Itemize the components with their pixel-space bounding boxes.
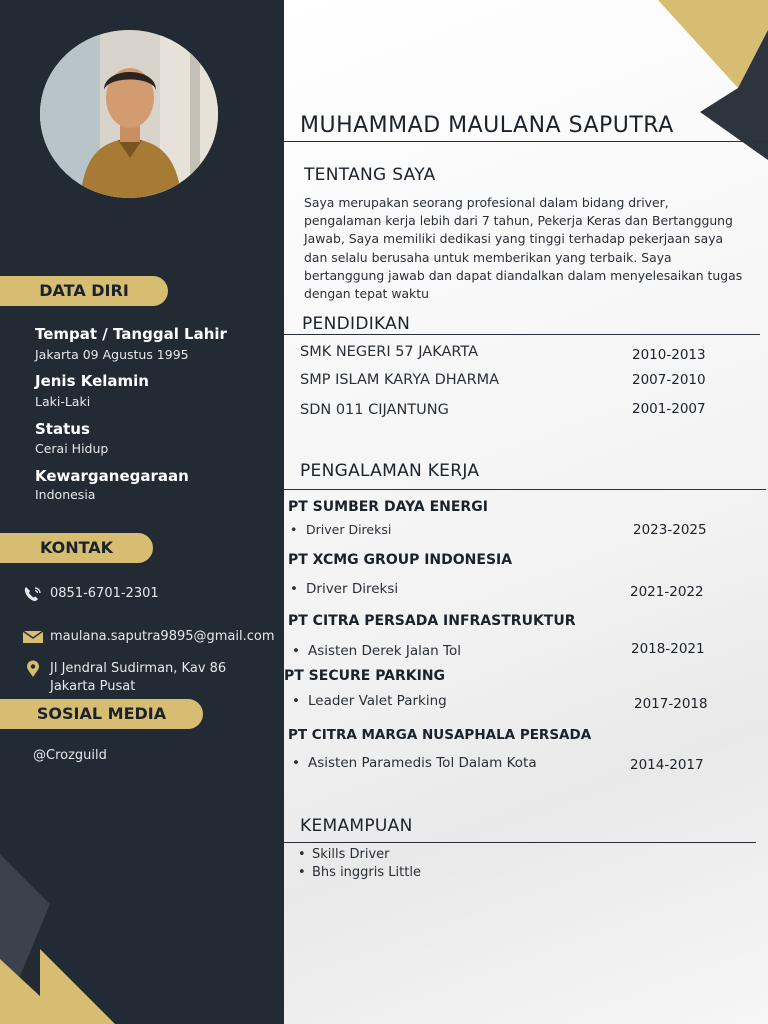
company-5: PT CITRA MARGA NUSAPHALA PERSADA (288, 727, 592, 743)
birth-value: Jakarta 09 Agustus 1995 (35, 347, 189, 362)
full-name: MUHAMMAD MAULANA SAPUTRA (300, 113, 674, 138)
kontak-heading-pill (0, 533, 153, 563)
gender-value: Laki-Laki (35, 394, 91, 409)
skill-1: • Skills Driver (298, 847, 390, 862)
company-1: PT SUMBER DAYA ENERGI (288, 499, 488, 515)
nationality-value: Indonesia (35, 487, 96, 502)
mail-icon (22, 628, 44, 646)
sosial-media-heading: SOSIAL MEDIA (36, 704, 167, 723)
skills-divider (284, 842, 756, 843)
skills-heading: KEMAMPUAN (300, 816, 413, 836)
kontak-heading: KONTAK (39, 538, 114, 557)
company-3: PT CITRA PERSADA INFRASTRUKTUR (288, 613, 576, 629)
school-2-years: 2007-2010 (632, 372, 706, 388)
email-row[interactable] (22, 628, 275, 646)
role-2-years: 2021-2022 (630, 584, 704, 600)
role-1-years: 2023-2025 (633, 522, 707, 538)
birth-label: Tempat / Tanggal Lahir (35, 325, 227, 343)
sosial-media-heading-pill (0, 699, 203, 729)
phone-row[interactable] (22, 585, 159, 603)
school-3-years: 2001-2007 (632, 401, 706, 417)
email-address: maulana.saputra9895@gmail.com (50, 629, 275, 644)
company-2: PT XCMG GROUP INDONESIA (288, 552, 513, 568)
company-4: PT SECURE PARKING (284, 668, 446, 684)
location-pin-icon (22, 660, 44, 678)
school-3: SDN 011 CIJANTUNG (300, 402, 449, 418)
nationality-label: Kewarganegaraan (35, 467, 189, 485)
role-5-years: 2014-2017 (630, 757, 704, 773)
social-handle[interactable]: @Crozguild (33, 748, 107, 763)
status-label: Status (35, 420, 90, 438)
experience-heading: PENGALAMAN KERJA (300, 461, 480, 481)
experience-divider (284, 489, 766, 490)
school-1: SMK NEGERI 57 JAKARTA (300, 344, 479, 360)
role-4-years: 2017-2018 (634, 696, 708, 712)
phone-icon (22, 585, 44, 603)
data-diri-heading: DATA DIRI (39, 281, 129, 300)
education-heading: PENDIDIKAN (302, 314, 411, 334)
role-3-years: 2018-2021 (631, 641, 705, 657)
about-text: Saya merupakan seorang profesional dalam bidang driver, pengalaman kerja lebih dari 7 tahun, Pekerja Keras dan Bertanggung Jawab, Saya memiliki dedikasi yang tinggi terhadap pekerjaan saya dan selalu berusaha untuk memberikan yang terbaik. Saya bertanggung jawab dan dapat diandalkan dalam menyelesaikan tugas dengan tepat waktu (304, 195, 743, 302)
school-2: SMP ISLAM KARYA DHARMA (300, 372, 500, 388)
address-line-2: Jakarta Pusat (50, 679, 136, 694)
main-content (284, 0, 768, 1024)
school-1-years: 2010-2013 (632, 347, 706, 363)
address-line-1: Jl Jendral Sudirman, Kav 86 (50, 661, 227, 676)
education-divider (284, 334, 760, 335)
sidebar (0, 0, 284, 1024)
data-diri-heading-pill (0, 276, 168, 306)
role-3: • Asisten Derek Jalan Tol (292, 643, 461, 659)
name-divider (284, 141, 768, 142)
role-4: • Leader Valet Parking (292, 693, 447, 709)
role-1: • Driver Direksi (290, 522, 391, 537)
skill-2: • Bhs inggris Little (298, 865, 421, 880)
role-5: • Asisten Paramedis Tol Dalam Kota (292, 755, 537, 771)
status-value: Cerai Hidup (35, 441, 109, 456)
role-2: • Driver Direksi (290, 581, 398, 597)
about-heading: TENTANG SAYA (304, 165, 436, 185)
address-row (22, 660, 226, 696)
gender-label: Jenis Kelamin (35, 372, 149, 390)
corner-decoration-top (658, 0, 768, 160)
profile-photo (40, 30, 218, 198)
phone-number: 0851-6701-2301 (50, 586, 159, 601)
corner-decoration (0, 854, 284, 1024)
